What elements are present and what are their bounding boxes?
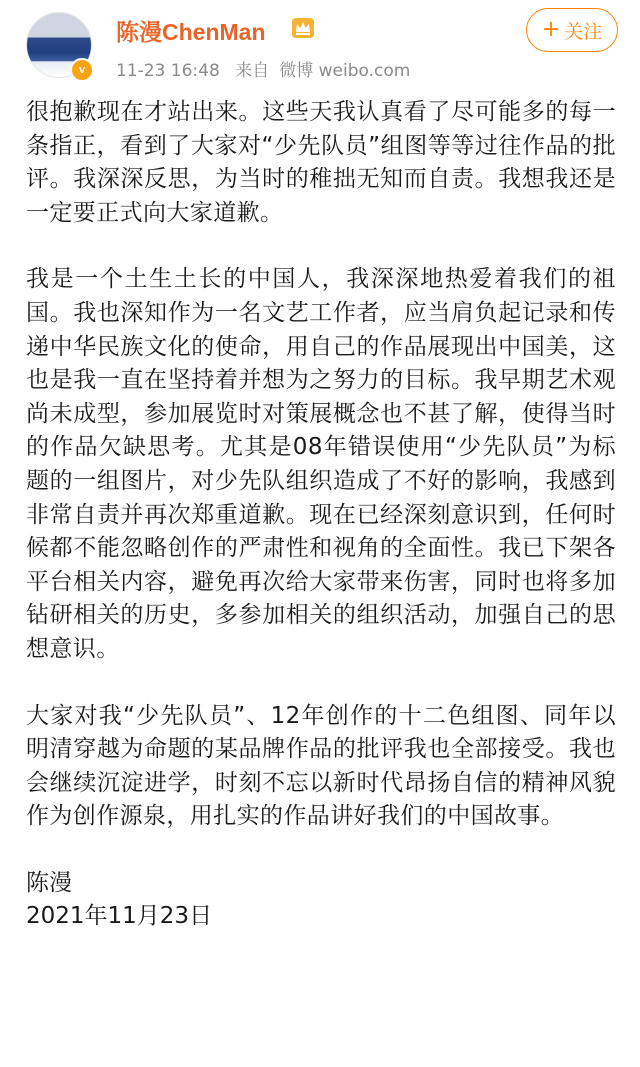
signature: 陈漫 [26,869,72,896]
source-link[interactable]: 微博 weibo.com [279,61,411,81]
post-date: 2021年11月23日 [26,903,213,930]
source-prefix: 来自 [235,61,270,81]
paragraph-3: 大家对我“少先队员”、12年创作的十二色组图、同年以明清穿越为命题的某品牌作品的批评我也全部接受。我也会继续沉淀进学，时刻不忘以新时代昂扬自信的精神风貌作为创作源泉，用扎实的作品讲好我们的中国故事。 [26,702,616,830]
follow-label: 关注 [564,20,603,43]
username[interactable]: 陈漫ChenMan [116,19,266,45]
plus-icon: + [541,17,561,42]
timestamp: 11-23 16:48 [116,61,220,81]
post-body [26,96,616,934]
paragraph-1: 很抱歉现在才站出来。这些天我认真看了尽可能多的每一条指正，看到了大家对“少先队员”组图等等过往作品的批评。我深深反思，为当时的稚拙无知而自责。我想我还是一定要正式向大家道歉。 [26,99,616,226]
paragraph-2: 我是一个土生土长的中国人，我深深地热爱着我们的祖国。我也深知作为一名文艺工作者，应当肩负起记录和传递中华民族文化的使命，用自己的作品展现出中国美，这也是我一直在坚持着并想为之努力的目标。我早期艺术观尚未成型，参加展览时对策展概念也不甚了解，使得当时的作品欠缺思考。尤其是08年错误使用“少先队员”为标题的一组图片，对少先队组织造成了不好的影响，我感到非常自责并再次郑重道歉。现在已经深刻意识到，任何时候都不能忽略创作的严肃性和视角的全面性。我已下架各平台相关内容，避免再次给大家带来伤害，同时也将多加钻研相关的历史，多参加相关的组织活动，加强自己的思想意识。 [26,266,616,662]
crown-icon [291,17,315,39]
post-header [0,0,640,96]
verified-v-icon: v [70,58,94,82]
post-meta [116,56,420,81]
follow-button[interactable] [526,8,618,52]
